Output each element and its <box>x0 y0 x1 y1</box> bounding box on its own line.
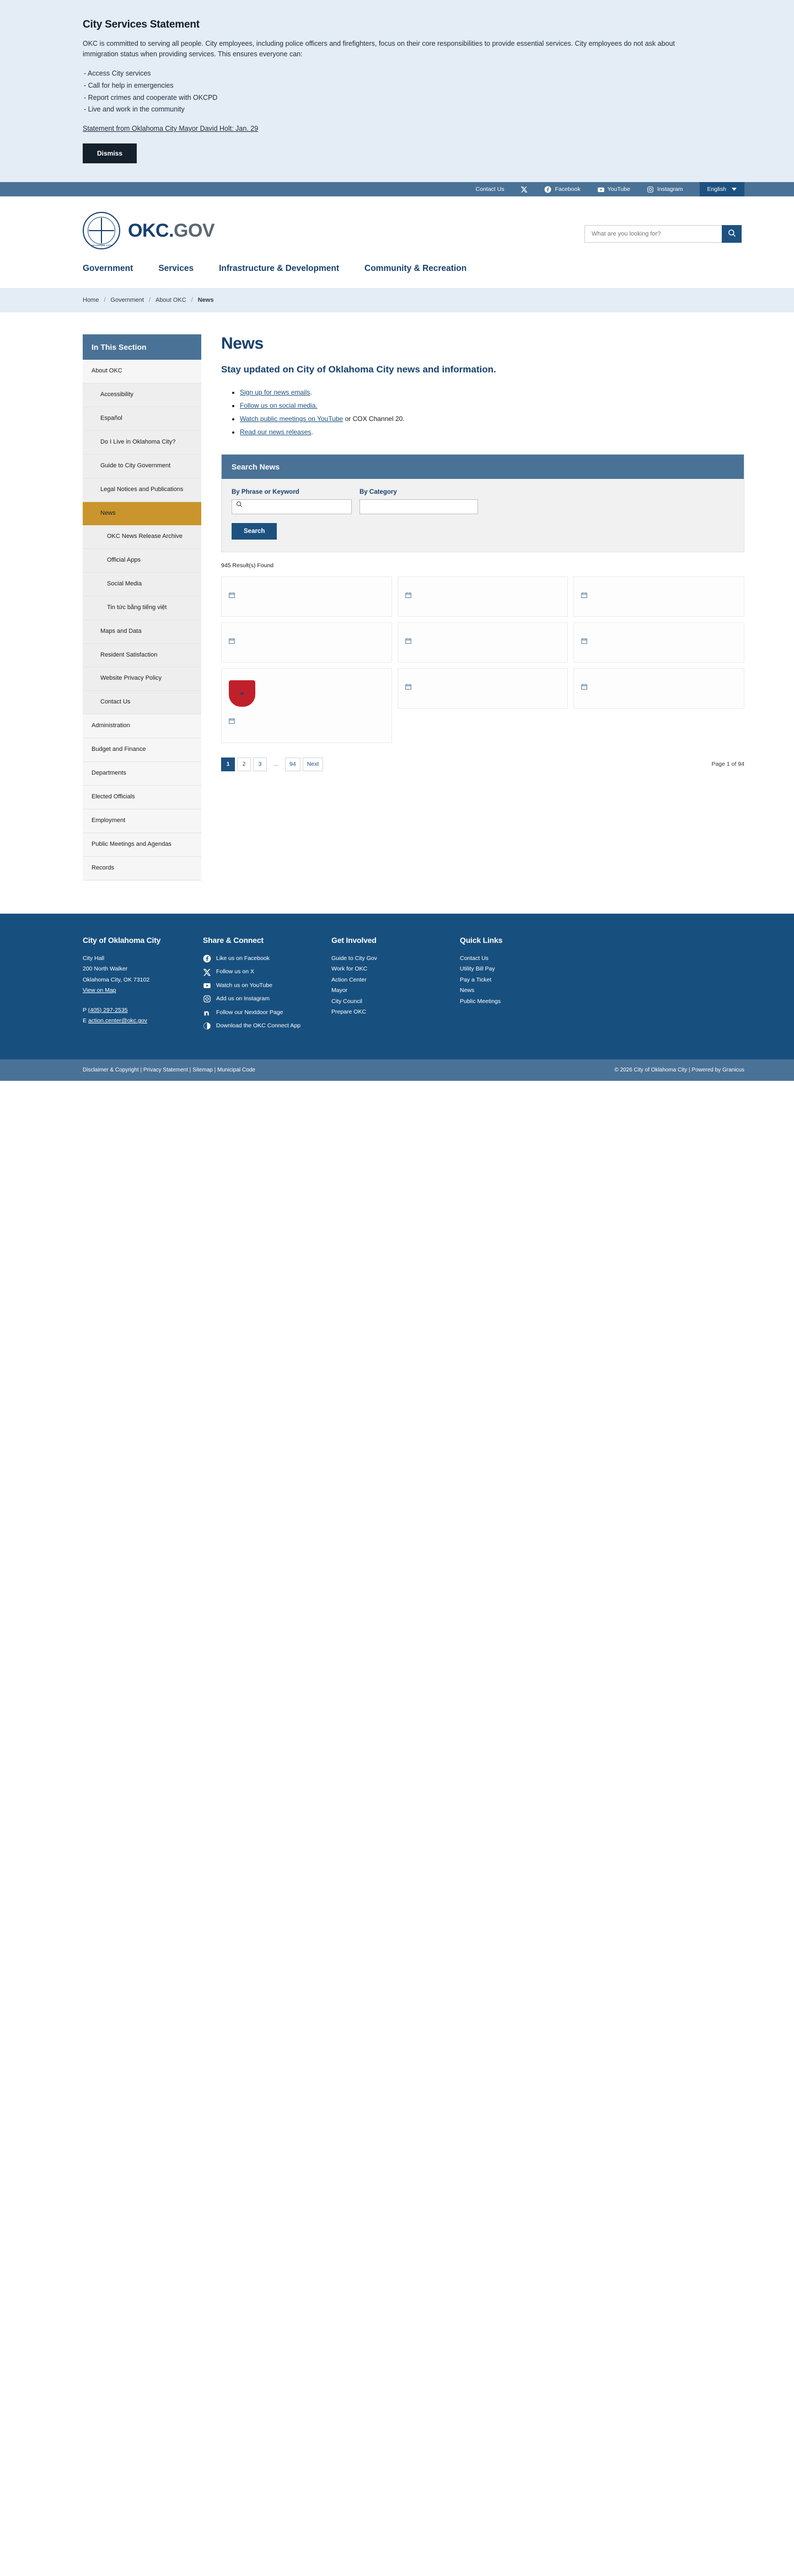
nav-government[interactable]: Government <box>83 264 133 274</box>
sidebar-item-website-privacy-policy[interactable] <box>83 667 201 691</box>
breadcrumb <box>0 288 794 312</box>
calendar-icon <box>229 592 235 601</box>
lede-link[interactable]: Watch public meetings on YouTube <box>240 414 344 423</box>
news-card[interactable] <box>221 622 392 663</box>
wordmark-okc: OKC <box>128 220 169 241</box>
calendar-icon <box>405 638 411 647</box>
x-icon <box>521 186 528 193</box>
footer-col-quick-links <box>460 936 570 1034</box>
search-field-row <box>232 489 734 514</box>
result-count: 945 Result(s) Found <box>221 562 274 569</box>
pagination-page-label: 2 <box>242 761 246 768</box>
calendar-icon <box>229 638 235 647</box>
footer-heading-get-involved: Get Involved <box>331 935 377 945</box>
news-card[interactable] <box>573 622 744 663</box>
footer-link-item[interactable] <box>331 996 439 1007</box>
header-search-form <box>584 225 742 243</box>
footer-social-link[interactable] <box>203 1007 310 1018</box>
footer-address-line: City Hall <box>83 954 105 962</box>
category-label: By Category <box>360 488 397 495</box>
alert-body: OKC is committed to serving all people. City employees, including police officers and firefighters, focus on their core responsibilities to provide essential services. City employees do not ask about immigration status when providing services. This ensures everyone can: <box>83 40 675 58</box>
nav-services[interactable]: Services <box>158 264 194 274</box>
footer-social-label: Follow our Nextdoor Page <box>216 1009 283 1016</box>
utility-youtube-label: YouTube <box>607 186 630 193</box>
card-thumb-badge-label <box>240 692 244 695</box>
footer-heading-share: Share & Connect <box>203 935 264 945</box>
sidebar-item-label: Maps and Data <box>100 627 142 634</box>
facebook-icon <box>203 954 211 963</box>
footer-address-line: Oklahoma City, OK 73102 <box>83 976 150 983</box>
sidebar-item-label: Accessibility <box>100 391 133 398</box>
utility-instagram[interactable] <box>647 182 683 196</box>
breadcrumb-news: News <box>197 297 214 304</box>
main-navigation <box>0 249 794 288</box>
search-news-button[interactable]: Search <box>232 523 277 540</box>
keyword-input[interactable] <box>232 499 352 514</box>
news-card[interactable] <box>573 668 744 708</box>
city-seal-icon <box>83 212 120 249</box>
footer-social-link[interactable] <box>203 994 310 1004</box>
footer-social-label: Like us on Facebook <box>216 954 270 962</box>
card-publish-date <box>229 717 384 727</box>
view-on-map-link[interactable]: View on Map <box>83 987 116 994</box>
sidebar-item-administration[interactable] <box>83 714 201 738</box>
utility-instagram-label: Instagram <box>657 186 683 193</box>
lede-list-item <box>240 386 744 399</box>
search-news-body <box>222 479 744 552</box>
language-label: English <box>707 186 726 193</box>
phone-prefix: P <box>83 1006 87 1014</box>
card-publish-date <box>405 591 561 601</box>
youtube-icon <box>597 186 604 193</box>
calendar-icon <box>405 592 411 601</box>
footer-link[interactable]: Mayor <box>331 987 348 994</box>
site-footer <box>0 914 794 1060</box>
alert-bullet: - Report crimes and cooperate with OKCPD <box>84 93 218 102</box>
legal-link[interactable]: Privacy Statement <box>143 1067 189 1074</box>
instagram-icon <box>647 186 654 193</box>
utility-facebook-label: Facebook <box>555 186 581 193</box>
lede-link-tail: or COX Channel 20. <box>343 414 405 423</box>
search-icon <box>728 229 736 239</box>
pagination-page-label: ... <box>273 761 278 768</box>
footer-link-item[interactable] <box>331 964 439 974</box>
legal-separator: | <box>138 1067 143 1074</box>
pagination-ellipsis <box>269 758 283 771</box>
lede-list-item <box>240 412 744 425</box>
utility-x[interactable] <box>521 182 528 196</box>
sidebar-item-employment[interactable] <box>83 809 201 833</box>
footer-link-item[interactable] <box>460 975 570 985</box>
pagination-page-label: 1 <box>226 761 230 768</box>
get-involved-list <box>331 953 439 1018</box>
wordmark <box>128 220 214 242</box>
sidebar-item-contact-us[interactable] <box>83 691 201 714</box>
search-icon <box>236 500 243 510</box>
breadcrumb-home[interactable]: Home <box>83 297 99 304</box>
legal-links <box>83 1067 255 1073</box>
footer-link[interactable]: Guide to City Gov <box>331 954 377 962</box>
utility-bar <box>0 182 794 196</box>
nav-infrastructure-development[interactable]: Infrastructure & Development <box>219 264 340 274</box>
sidebar-item-label: Tin tức bằng tiếng việt <box>107 604 167 611</box>
footer-col-get-involved <box>331 936 439 1034</box>
language-selector[interactable] <box>700 182 744 196</box>
news-card[interactable] <box>573 577 744 617</box>
wordmark-gov: GOV <box>174 220 215 241</box>
sidebar-item-okc-news-release-archive[interactable] <box>83 525 201 549</box>
sidebar-item-label: OKC News Release Archive <box>107 532 183 540</box>
sidebar-item-departments[interactable] <box>83 762 201 786</box>
footer-link-item[interactable] <box>460 953 570 964</box>
utility-youtube[interactable] <box>597 182 630 196</box>
sidebar-item-label: Website Privacy Policy <box>100 675 162 682</box>
social-link-list <box>203 953 310 1032</box>
sidebar-heading: In This Section <box>83 334 201 360</box>
keyword-field-wrap <box>232 489 352 514</box>
sidebar-item-label: News <box>100 509 116 516</box>
news-card-grid <box>221 577 744 743</box>
lede-link-tail: . <box>311 428 313 436</box>
sidebar-item-elected-officials[interactable] <box>83 786 201 809</box>
lede-link-list <box>240 386 744 439</box>
card-publish-date <box>229 591 384 601</box>
email-prefix: E <box>83 1017 87 1024</box>
calendar-icon <box>581 638 587 647</box>
footer-col-city <box>83 936 182 1034</box>
sidebar-item-maps-and-data[interactable] <box>83 620 201 644</box>
lede-link-tail: . <box>310 388 312 396</box>
pagination-page-label: 94 <box>289 761 296 768</box>
page-body <box>0 312 794 914</box>
calendar-icon <box>405 684 411 692</box>
sidebar-item-do-i-live-in-oklahoma-city[interactable] <box>83 431 201 455</box>
calendar-icon <box>581 684 587 692</box>
sidebar-item-resident-satisfaction[interactable] <box>83 644 201 668</box>
card-publish-date <box>581 683 737 692</box>
sidebar-item-label: Records <box>92 864 114 871</box>
calendar-icon <box>229 718 235 727</box>
footer-link[interactable]: Action Center <box>331 976 367 983</box>
sidebar-item-official-apps[interactable] <box>83 549 201 573</box>
sidebar-item-label: Departments <box>92 770 126 777</box>
keyword-label: By Phrase or Keyword <box>232 488 299 495</box>
pagination-next-button[interactable] <box>303 758 324 771</box>
wordmark-dot: . <box>169 220 174 241</box>
category-field-wrap <box>360 489 478 514</box>
sidebar-item-label: Español <box>100 415 122 422</box>
lede-link[interactable]: Read our news releases <box>240 428 312 436</box>
card-publish-date <box>229 637 384 647</box>
sidebar-item-public-meetings-and-agendas[interactable] <box>83 833 201 857</box>
nextdoor-icon <box>203 1009 211 1017</box>
footer-link-item[interactable] <box>460 985 570 996</box>
sidebar-item-label: Resident Satisfaction <box>100 651 158 658</box>
sidebar-item-budget-and-finance[interactable] <box>83 738 201 762</box>
breadcrumb-separator: / <box>104 297 106 304</box>
card-thumbnail <box>229 676 384 711</box>
sidebar-item-social-media[interactable] <box>83 573 201 596</box>
bottom-bar <box>0 1059 794 1081</box>
footer-link[interactable]: Utility Bill Pay <box>460 966 495 973</box>
sidebar-item-label: Legal Notices and Publications <box>100 486 184 493</box>
copyright-text: © 2026 City of Oklahoma City | Powered by Granicus <box>614 1067 744 1074</box>
alert-title: City Services Statement <box>83 19 200 30</box>
email-link[interactable]: action.center@okc.gov <box>88 1017 147 1024</box>
news-card[interactable] <box>221 668 392 743</box>
sidebar-item-legal-notices-and-publications[interactable] <box>83 478 201 502</box>
card-publish-date <box>581 637 737 647</box>
lede-link[interactable]: Follow us on social media. <box>240 401 318 409</box>
news-card[interactable] <box>398 622 568 663</box>
instagram-icon <box>203 995 211 1003</box>
sidebar-item-label: About OKC <box>92 367 122 375</box>
sidebar-item-label: Guide to City Government <box>100 462 171 469</box>
footer-social-label: Watch us on YouTube <box>216 982 272 989</box>
lede-list-item <box>240 425 744 439</box>
pagination-page-1[interactable] <box>221 758 235 771</box>
news-card[interactable] <box>398 577 568 617</box>
facebook-icon <box>544 186 551 193</box>
footer-link-item[interactable] <box>460 996 570 1007</box>
sidebar-item-guide-to-city-government[interactable] <box>83 455 201 478</box>
phone-link[interactable]: (405) 297-2535 <box>88 1006 128 1014</box>
card-publish-date <box>405 637 561 647</box>
breadcrumb-separator: / <box>148 297 151 304</box>
footer-link[interactable]: Prepare OKC <box>331 1008 367 1015</box>
search-submit-button[interactable] <box>722 225 742 243</box>
search-input[interactable] <box>584 225 722 243</box>
pagination-page-94[interactable] <box>285 758 301 771</box>
footer-contact-block <box>83 1005 182 1027</box>
news-card[interactable] <box>221 577 392 617</box>
breadcrumb-government[interactable]: Government <box>110 297 144 304</box>
quick-links-list <box>460 953 570 1007</box>
footer-social-link[interactable] <box>203 980 310 991</box>
sidebar-item-label: Contact Us <box>100 698 131 706</box>
footer-social-link[interactable] <box>203 1021 310 1031</box>
footer-social-label: Follow us on X <box>216 968 254 975</box>
search-news-heading: Search News <box>222 455 744 479</box>
nav-community-recreation[interactable]: Community & Recreation <box>364 264 467 274</box>
legal-separator: | <box>188 1067 193 1074</box>
x-icon <box>203 968 211 977</box>
utility-contact-us[interactable] <box>476 182 505 196</box>
footer-link[interactable]: Work for OKC <box>331 966 368 973</box>
legal-separator: | <box>212 1067 218 1074</box>
breadcrumb-about-okc[interactable]: About OKC <box>155 297 186 304</box>
sidebar-item-label: Do I Live in Oklahoma City? <box>100 439 176 446</box>
pagination-next-label: Next <box>307 761 319 768</box>
okc-connect-icon <box>203 1022 211 1030</box>
sidebar-item-news[interactable] <box>83 502 201 525</box>
sidebar-item-espa-ol[interactable] <box>83 407 201 431</box>
search-news-panel <box>221 454 744 552</box>
lede-list-item <box>240 399 744 412</box>
sidebar-item-records[interactable] <box>83 857 201 881</box>
footer-link[interactable]: Contact Us <box>460 954 489 962</box>
category-select[interactable] <box>360 499 478 514</box>
footer-link-item[interactable] <box>331 975 439 985</box>
sidebar-item-label: Public Meetings and Agendas <box>92 841 171 847</box>
alert-bullet: - Call for help in emergencies <box>84 81 174 89</box>
footer-link[interactable]: Pay a Ticket <box>460 976 492 983</box>
youtube-icon <box>203 982 211 990</box>
footer-link-item[interactable] <box>460 964 570 974</box>
news-card[interactable] <box>398 668 568 708</box>
breadcrumb-separator: / <box>191 297 193 304</box>
page-title: News <box>221 334 264 353</box>
chevron-down-icon <box>732 186 737 193</box>
calendar-icon <box>581 592 587 601</box>
sidebar-item-accessibility[interactable] <box>83 383 201 407</box>
footer-link[interactable]: Public Meetings <box>460 998 501 1005</box>
legal-link[interactable]: Sitemap <box>192 1067 213 1074</box>
okc-fire-badge-icon <box>229 680 255 707</box>
sidebar-item-about-okc[interactable] <box>83 360 201 383</box>
mayor-statement-link[interactable]: Statement from Oklahoma City Mayor David Holt: Jan. 29 <box>83 125 259 133</box>
utility-contact-label: Contact Us <box>475 186 505 193</box>
sidebar-item-label: Budget and Finance <box>92 746 146 753</box>
sidebar-item-tin-t-c-b-ng-ti-ng-vi-t[interactable] <box>83 596 201 620</box>
footer-heading-quick-links: Quick Links <box>460 935 503 945</box>
footer-col-share <box>203 936 310 1034</box>
seal-text: OKLAHOMA CITY <box>91 244 112 247</box>
card-publish-date <box>581 591 737 601</box>
footer-heading-city: City of Oklahoma City <box>83 935 161 945</box>
main-content <box>221 334 744 771</box>
footer-link-item[interactable] <box>331 1007 439 1017</box>
legal-link[interactable]: Municipal Code <box>217 1067 255 1074</box>
sidebar-item-list <box>83 360 201 881</box>
pagination-page-label: 3 <box>258 761 262 768</box>
footer-link-item[interactable] <box>331 985 439 996</box>
sidebar-item-label: Social Media <box>107 580 142 587</box>
footer-social-label: Add us on Instagram <box>216 995 270 1002</box>
alert-bullet-list <box>83 68 711 116</box>
footer-social-label: Download the OKC Connect App <box>216 1022 301 1029</box>
footer-address-line: 200 North Walker <box>83 966 128 973</box>
sidebar-item-label: Official Apps <box>107 556 141 563</box>
utility-facebook[interactable] <box>544 182 580 196</box>
footer-social-link[interactable] <box>203 967 310 977</box>
dismiss-button[interactable]: Dismiss <box>83 143 137 163</box>
sidebar-item-label: Employment <box>92 817 126 824</box>
pagination-page-3[interactable] <box>253 758 267 771</box>
sidebar-item-label: Administration <box>92 722 130 729</box>
footer-link[interactable]: City Council <box>331 998 363 1005</box>
page-status: Page 1 of 94 <box>711 761 744 768</box>
footer-columns <box>83 936 744 1034</box>
card-publish-date <box>405 683 561 692</box>
section-sidebar <box>83 334 201 881</box>
alert-bullet: - Live and work in the community <box>84 105 185 114</box>
footer-social-link[interactable] <box>203 953 310 964</box>
sidebar-item-label: Elected Officials <box>92 793 135 801</box>
city-services-alert <box>0 0 794 182</box>
pagination-controls <box>221 758 323 771</box>
site-logo[interactable] <box>83 212 214 249</box>
alert-bullet: - Access City services <box>84 69 151 77</box>
page-lede: Stay updated on City of Oklahoma City news and information. <box>221 364 496 375</box>
lede-link[interactable]: Sign up for news emails <box>240 388 310 396</box>
pagination-row <box>221 758 744 771</box>
footer-link[interactable]: News <box>460 987 475 994</box>
footer-link-item[interactable] <box>331 953 439 964</box>
site-header <box>0 196 794 249</box>
pagination-page-2[interactable] <box>237 758 251 771</box>
legal-link[interactable]: Disclaimer & Copyright <box>83 1067 139 1074</box>
